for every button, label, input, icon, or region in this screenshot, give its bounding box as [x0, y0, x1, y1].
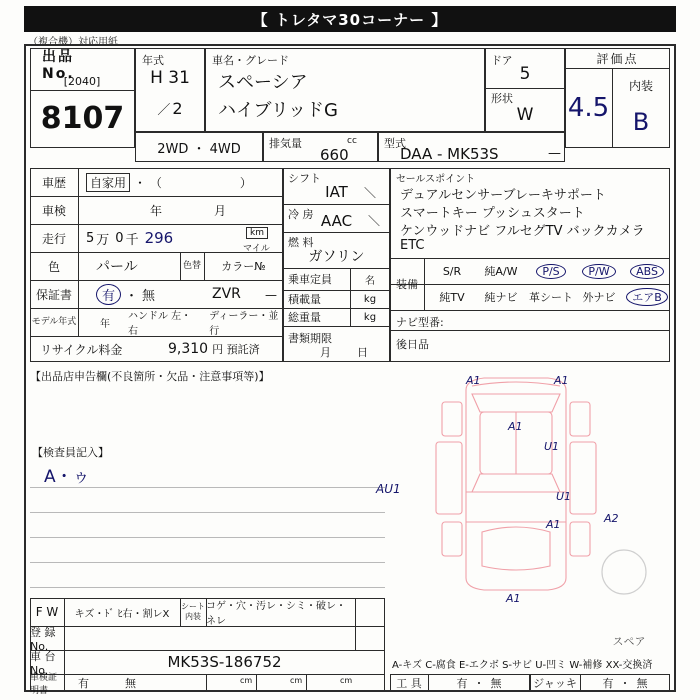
inspector-hand	[44, 462, 90, 487]
capacity-unit	[350, 268, 390, 290]
model-value-text: DAA - MK53S	[400, 145, 499, 163]
cert-cm-1	[240, 676, 252, 685]
mileage-km	[246, 228, 268, 238]
inspector-label-text: 【検査員記入】	[32, 446, 109, 459]
exhibit-divider	[30, 90, 135, 91]
cert-cm-1-text: cm	[240, 676, 253, 685]
row-model-year-label-text: モデル年式	[31, 316, 77, 327]
row-color-label-text: 色	[47, 259, 60, 274]
gross-unit	[350, 308, 390, 326]
equip-cell-extnavi-text: 外ナビ	[582, 291, 616, 304]
mileage-km-text: km	[246, 227, 268, 239]
ac-value-text: AAC	[320, 212, 353, 230]
month-number: 2	[172, 98, 183, 118]
capacity-unit-text: 名	[365, 275, 375, 287]
mileage-sen-unit: 千	[125, 232, 139, 248]
jack-no: 無	[636, 677, 648, 690]
spare-label-text: スペア	[612, 635, 646, 648]
warranty-no: 無	[142, 288, 156, 304]
cert-yes: 有	[78, 677, 89, 690]
fuel-label-text: 燃 料	[288, 236, 314, 249]
inspector-line-4	[30, 562, 385, 563]
car-name-value	[218, 68, 478, 94]
mileage-man: 5	[86, 230, 95, 246]
row-model-year-value	[86, 308, 282, 336]
equip-cell-aw	[478, 258, 524, 284]
equip-cell-pw-text: P/W	[582, 264, 615, 279]
exhibit-sub	[42, 74, 122, 88]
gross-unit-text: kg	[363, 311, 377, 323]
recycle-value-text: 9,310	[168, 341, 209, 357]
mark-a1-2: A1	[554, 374, 569, 387]
door-value	[485, 62, 565, 86]
equip-cell-pw	[576, 258, 622, 284]
gross-label-text: 総重量	[288, 311, 321, 324]
jack-value	[580, 674, 670, 692]
warranty-sep: ・	[125, 288, 139, 304]
fw-label-text: F W	[35, 605, 59, 619]
sales-point-3	[400, 220, 645, 239]
reg-no-label	[30, 625, 64, 653]
fuel-value-text: ガソリン	[308, 249, 365, 265]
sales-point-2	[400, 202, 585, 221]
exhibit-no-value	[30, 92, 135, 144]
damage-label-3	[206, 598, 355, 626]
shift-value-text: IAT	[325, 183, 348, 201]
load-label-text: 積載量	[288, 293, 321, 306]
color-no-label	[204, 252, 283, 280]
equip-cell-leather	[528, 284, 574, 310]
sales-point-1	[400, 184, 606, 203]
row-inspection-label-text: 車検	[41, 203, 66, 218]
exhibit-no-value-text: 8107	[40, 100, 125, 136]
color-value-text: パール	[96, 259, 138, 275]
row-warranty-label-text: 保証書	[35, 287, 72, 302]
inspector-hand-text: A・ゥ	[44, 467, 90, 487]
equip-cell-navi-text: 純ナビ	[484, 291, 518, 304]
door-label-text: ドア	[491, 54, 513, 67]
damage-label-1	[64, 598, 180, 626]
nav-type-label	[396, 314, 444, 330]
inspection-month: 月	[214, 203, 227, 218]
color-change-label-text: 色替	[182, 261, 201, 271]
displacement-value	[320, 146, 349, 164]
page-title: 【 トレタマ30コーナー 】	[24, 6, 676, 32]
color-change-label	[180, 252, 204, 280]
sales-point-2-text: スマートキー プッシュスタート	[400, 206, 585, 221]
exhibit-sub-text: [2040]	[63, 74, 101, 88]
spare-tire-circle	[602, 550, 646, 594]
row-history-label	[30, 168, 78, 196]
tools-label	[390, 674, 428, 692]
year-label-text: 年式	[142, 54, 164, 67]
evaluation-divider	[565, 68, 670, 69]
car-diagram	[396, 372, 666, 602]
row-recycle-label	[40, 336, 160, 362]
shape-label-text: 形状	[491, 92, 513, 105]
row-inspection-value	[150, 196, 280, 224]
evaluation-value-text: 4.5	[567, 93, 610, 123]
car-name-text: スペーシア	[218, 72, 308, 93]
cert-cm-3	[340, 676, 352, 685]
capacity-label	[288, 268, 350, 290]
year-value	[135, 66, 205, 90]
damage-label-2-text: シート内装	[181, 602, 205, 621]
row-color-value	[96, 252, 186, 280]
inspector-line-5	[30, 587, 385, 588]
equip-cell-leather-text: 革シート	[529, 291, 573, 304]
mid-sep-6	[283, 326, 390, 327]
cert-values	[78, 674, 198, 692]
month-value	[135, 94, 205, 122]
tools-sep: ・	[473, 677, 485, 690]
damage-label-2	[180, 598, 206, 626]
displacement-value-text: 660	[320, 146, 349, 164]
cert-cm-2-text: cm	[290, 676, 303, 685]
load-unit-text: kg	[363, 293, 377, 305]
tools-label-text: 工 具	[396, 677, 422, 690]
mark-au1-left: AU1	[376, 482, 401, 496]
mid-sep-1	[283, 204, 390, 205]
bottom-vline-7	[306, 674, 307, 692]
later-item-label-text: 後日品	[396, 338, 429, 351]
ac-dash: ＼	[368, 214, 381, 228]
inspector-line-1	[30, 487, 385, 488]
chassis-label-text: 車 台 No.	[30, 649, 56, 677]
month-value-text: ／	[157, 102, 171, 118]
equip-cell-airbag	[624, 284, 670, 310]
door-shape-divider	[485, 88, 565, 89]
sales-point-4-text: ETC	[400, 238, 425, 253]
chassis-value	[64, 650, 385, 674]
damage-legend	[392, 656, 652, 671]
row-mileage-label	[30, 224, 78, 252]
cert-cm-2	[290, 676, 302, 685]
sales-point-label-text: セールスポイント	[396, 174, 476, 185]
shape-value	[485, 102, 565, 128]
jack-label	[530, 674, 580, 692]
capacity-label-text: 乗車定員	[288, 273, 332, 286]
drive-label	[135, 132, 263, 162]
displacement-label-text: 排気量	[269, 137, 302, 150]
history-selfuse-box: 自家用	[86, 173, 130, 192]
bottom-vline-4	[355, 598, 356, 650]
inspector-line-3	[30, 537, 385, 538]
row-recycle-label-text: リサイクル料金	[40, 342, 123, 357]
door-value-text: 5	[519, 64, 531, 84]
row-history-label-text: 車歴	[41, 175, 66, 190]
equip-label	[390, 258, 424, 310]
mark-a2: A2	[604, 512, 619, 525]
later-item-label	[396, 336, 429, 352]
year-value-text: H 31	[150, 68, 190, 88]
equip-cell-sr	[430, 258, 474, 284]
evaluation-label	[565, 50, 670, 66]
doc-date	[320, 344, 390, 360]
mark-u1-1: U1	[544, 440, 560, 453]
equip-cell-aw-text: 純A/W	[484, 265, 518, 278]
equip-cell-ps	[528, 258, 574, 284]
damage-label-3-text: コゲ・穴・汚レ・シミ・破レ・ネレ	[206, 601, 346, 627]
evaluation-label-text: 評価点	[596, 51, 639, 66]
inspection-year: 年	[150, 203, 163, 218]
drive-label-text: 2WD ・ 4WD	[157, 141, 241, 157]
sales-point-4	[400, 238, 424, 253]
cert-label	[30, 673, 64, 696]
spare-label	[600, 634, 658, 648]
color-no-label-text: カラー№	[221, 260, 266, 273]
warranty-code-dash: —	[265, 288, 277, 302]
grade-value	[218, 96, 478, 122]
row-inspection-label	[30, 196, 78, 224]
equip-cell-sr-text: S/R	[442, 264, 462, 278]
ac-label-text: 冷 房	[288, 208, 314, 221]
equip-cell-ps-text: P/S	[536, 264, 565, 279]
row-history-value	[86, 168, 276, 196]
cert-label-text: 車検証明書	[30, 673, 58, 696]
model-year-handle: ハンドル 左・右	[128, 311, 192, 337]
right-sep-3	[390, 310, 670, 311]
right-equip-col-sep	[424, 258, 425, 310]
top-note: （複合機）対応用紙	[28, 37, 118, 48]
row-model-year-label	[30, 308, 78, 336]
warranty-code-text: ZVR	[212, 286, 241, 302]
interior-label-text: 内装	[628, 78, 653, 93]
doc-label-text: 書類期限	[288, 332, 332, 345]
interior-value	[612, 100, 670, 144]
interior-value-text: B	[632, 108, 650, 136]
damage-legend-text: A-キズ C-腐食 E-エクボ S-サビ U-凹ミ W-補修 XX-交換済	[392, 660, 653, 671]
reg-no-label-text: 登 録 No.	[30, 625, 56, 653]
nav-type-label-text: ナビ型番:	[396, 316, 444, 329]
mark-a1-5: A1	[506, 592, 521, 602]
tools-value	[428, 674, 530, 692]
shift-dash: ＼	[364, 186, 377, 200]
mileage-hand: 296	[144, 229, 174, 247]
equip-cell-extnavi	[576, 284, 622, 310]
sales-point-label	[396, 170, 475, 185]
model-value	[400, 145, 499, 163]
displacement-unit-text: cc	[347, 136, 357, 146]
tools-yes: 有	[456, 677, 468, 690]
inspector-line-2	[30, 512, 385, 513]
chassis-value-text: MK53S-186752	[167, 653, 282, 671]
interior-label	[612, 72, 670, 98]
right-sep-4	[390, 330, 670, 331]
mark-a1-1: A1	[466, 374, 481, 387]
evaluation-value	[565, 70, 612, 146]
remarks-label-text: 【出品店申告欄(不良箇所・欠品・注意事項等)】	[30, 370, 270, 383]
recycle-unit-text: 円 預託済	[212, 343, 260, 356]
jack-yes: 有	[602, 677, 614, 690]
mark-a1-4: A1	[546, 518, 561, 531]
displacement-label	[269, 135, 302, 151]
car-diagram-svg	[396, 372, 666, 602]
jack-sep: ・	[619, 677, 631, 690]
tools-no: 無	[490, 677, 502, 690]
exhibit-no-label-text: 出品No.	[42, 49, 75, 82]
bottom-vline-6	[256, 674, 257, 692]
displacement-unit	[347, 136, 357, 146]
mileage-mile-text: マイル	[243, 244, 270, 254]
model-year-dealer: ディーラー・並行	[209, 311, 279, 337]
row-recycle-value	[168, 336, 288, 362]
remarks-label	[30, 368, 270, 384]
cert-no: 無	[125, 677, 136, 690]
fw-label	[30, 598, 64, 626]
equip-cell-airbag-text: エアB	[626, 288, 668, 306]
inspector-label	[32, 444, 109, 460]
row-warranty-label	[30, 280, 78, 308]
car-name-label-text: 車名・グレード	[212, 54, 289, 67]
equip-label-text: 装備	[396, 277, 418, 291]
model-label-text: 型式	[384, 137, 406, 150]
gross-label	[288, 308, 350, 326]
fuel-value	[283, 246, 390, 266]
mark-a1-3: A1	[508, 420, 523, 433]
row-mileage-label-text: 走行	[41, 231, 66, 246]
row-warranty-value	[96, 280, 216, 308]
left-label-col-sep	[78, 168, 79, 336]
history-tail: ・ （	[134, 175, 162, 190]
car-name-label	[212, 52, 289, 68]
load-label	[288, 290, 350, 308]
bottom-vline-5	[206, 674, 207, 692]
jack-label-text: ジャッキ	[533, 677, 577, 690]
row-color-label	[30, 252, 78, 280]
grade-text: ハイブリッドG	[218, 100, 338, 121]
damage-label-1-text: キズ・ﾄﾞ ﾋ右・割レX	[74, 608, 170, 620]
equip-cell-navi	[478, 284, 524, 310]
warranty-yes: 有	[96, 284, 121, 305]
equip-cell-abs-text: ABS	[630, 264, 664, 279]
sales-point-1-text: デュアルセンサーブレーキサポート	[400, 188, 606, 203]
mid-sep-2	[283, 232, 390, 233]
doc-month-text: 月	[320, 346, 331, 359]
equip-cell-tv-text: 純TV	[439, 291, 465, 304]
history-tail2: ）	[239, 175, 252, 190]
sales-point-3-text: ケンウッドナビ フルセグTV バックカメラ	[400, 224, 645, 239]
doc-day-text: 日	[357, 346, 368, 359]
shape-value-text: W	[516, 105, 534, 125]
mileage-man-unit: 万	[96, 232, 110, 248]
equip-cell-tv	[430, 284, 474, 310]
model-year-y: 年	[100, 318, 110, 330]
equip-cell-abs	[624, 258, 670, 284]
shift-label-text: シフト	[288, 172, 321, 185]
mark-u1-2: U1	[556, 490, 572, 503]
load-unit	[350, 290, 390, 308]
model-dash: —	[548, 146, 561, 161]
mileage-sen: 0	[115, 230, 124, 246]
cert-cm-3-text: cm	[340, 676, 353, 685]
